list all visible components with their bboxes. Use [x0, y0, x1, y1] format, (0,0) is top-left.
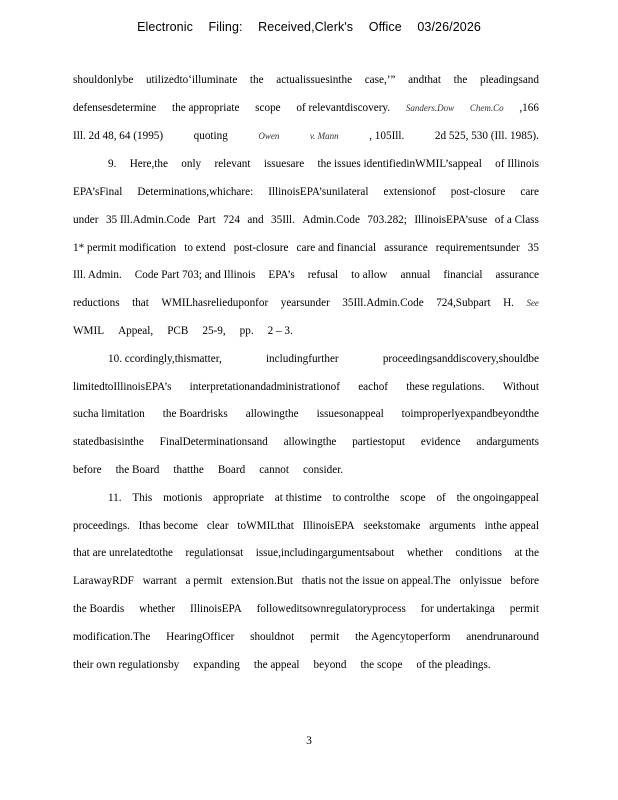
text-segment: 25-9,	[202, 325, 226, 337]
text-segment: 35 Ill.Admin.Code	[105, 214, 191, 226]
page-number: 3	[306, 735, 312, 747]
text-segment: that	[132, 297, 149, 309]
text-segment: proceedingsanddiscovery,shouldbe	[382, 353, 539, 365]
text-line	[73, 630, 539, 644]
text-segment: Ill. Admin.	[73, 269, 122, 281]
text-segment: toimproperlyexpandbeyondthe	[401, 408, 539, 420]
text-segment: 2d 525, 530 (Ill. 1985).	[434, 130, 539, 142]
text-segment: Ithas become	[138, 520, 199, 532]
text-segment: 2 – 3.	[267, 325, 293, 337]
text-segment: Without	[502, 381, 539, 393]
text-segment: scope	[255, 102, 281, 114]
text-segment: refusal	[307, 269, 339, 281]
text-segment: 9.	[108, 158, 117, 170]
text-segment: issuesonappeal	[316, 408, 384, 420]
text-segment: 35Ill.Admin.Code	[342, 297, 424, 309]
text-segment: thatis not the issue on appeal.The	[301, 575, 451, 587]
text-segment: Board	[217, 464, 246, 476]
text-segment: yearsunder	[280, 297, 330, 309]
text-segment: beyond	[313, 659, 347, 671]
text-segment: the scope	[360, 659, 403, 671]
text-segment: and	[247, 214, 264, 226]
text-segment: proceedings.	[73, 520, 130, 532]
text-line	[73, 324, 539, 338]
text-segment: annual	[400, 269, 431, 281]
text-segment: quoting	[193, 130, 228, 142]
text-segment: a permit	[185, 575, 223, 587]
text-segment: FinalDeterminationsand	[159, 436, 268, 448]
text-segment: Code Part 703; and Illinois	[134, 269, 256, 281]
text-segment: assurance	[384, 242, 428, 254]
text-line	[73, 435, 539, 449]
text-line	[73, 546, 539, 560]
text-segment: the Boardis	[73, 603, 125, 615]
text-segment: issue,includingargumentsabout	[255, 547, 395, 559]
text-segment: 35	[527, 242, 539, 254]
text-segment: financial	[443, 269, 483, 281]
text-line	[108, 157, 539, 171]
text-segment: PCB	[167, 325, 189, 337]
text-segment: modification.The	[73, 631, 151, 643]
text-segment: whether	[406, 547, 443, 559]
text-segment: andthat	[408, 74, 442, 86]
text-segment: See	[526, 298, 539, 308]
header-received: Received,Clerk's	[258, 20, 354, 34]
text-segment: extensionof	[383, 186, 436, 198]
text-segment: partiestoput	[352, 436, 406, 448]
text-segment: arguments	[429, 520, 476, 532]
text-line	[73, 602, 539, 616]
text-segment: appropriate	[213, 492, 264, 504]
text-line	[73, 73, 539, 87]
text-segment: to allow	[351, 269, 388, 281]
text-segment: 724,Subpart	[436, 297, 491, 309]
text-segment: 35Ill.	[271, 214, 295, 226]
text-segment: the Board	[115, 464, 160, 476]
text-segment: of the pleadings.	[416, 659, 491, 671]
text-segment: sucha limitation	[73, 408, 145, 420]
text-segment: their own regulationsby	[73, 659, 180, 671]
text-segment: permit	[310, 631, 340, 643]
text-segment: IllinoisEPA’sunilateral	[268, 186, 369, 198]
text-segment: Chem.Co	[469, 103, 504, 113]
text-segment: requirementsunder	[435, 242, 520, 254]
text-segment: reductions	[73, 297, 120, 309]
text-line	[108, 352, 539, 366]
text-line	[73, 213, 539, 227]
text-segment: 703.282;	[367, 214, 407, 226]
text-segment: allowingthe	[245, 408, 299, 420]
text-segment: to controlthe	[332, 492, 390, 504]
text-segment: IllinoisEPA	[302, 520, 355, 532]
text-segment: regulationsat	[185, 547, 244, 559]
text-segment: eachof	[358, 381, 389, 393]
text-segment: of Illinois	[495, 158, 539, 170]
text-segment: H.	[503, 297, 514, 309]
text-segment: toWMILthat	[237, 520, 294, 532]
text-segment: for undertakinga	[420, 603, 495, 615]
text-segment: EPA’s	[268, 269, 295, 281]
text-line	[73, 407, 539, 421]
text-segment: of	[436, 492, 446, 504]
text-segment: pp.	[239, 325, 254, 337]
text-segment: utilizedto‘illuminate	[145, 74, 238, 86]
text-segment: IllinoisEPA’suse	[414, 214, 488, 226]
text-line	[73, 519, 539, 533]
text-segment: v. Mann	[309, 131, 339, 141]
text-segment: consider.	[303, 464, 344, 476]
text-segment: post-closure	[233, 242, 289, 254]
text-line	[73, 268, 539, 282]
text-segment: Admin.Code	[302, 214, 360, 226]
text-segment: shouldonlybe	[73, 74, 134, 86]
text-segment: before	[73, 464, 102, 476]
text-segment: limitedtoIllinoisEPA’s	[73, 381, 172, 393]
text-segment: the	[249, 74, 264, 86]
text-segment: under	[73, 214, 99, 226]
text-segment: Here,the	[129, 158, 168, 170]
text-segment: the	[453, 74, 468, 86]
text-segment: at the	[514, 547, 539, 559]
text-segment: warrant	[142, 575, 177, 587]
text-segment: WMILhasrelieduponfor	[161, 297, 269, 309]
text-segment: the issues identifiedinWMIL’sappeal	[317, 158, 482, 170]
text-segment: andarguments	[476, 436, 539, 448]
text-segment: 1* permit modification	[73, 242, 177, 254]
text-segment: before	[510, 575, 539, 587]
text-segment: Sanders.Dow	[405, 103, 455, 113]
text-line	[73, 185, 539, 199]
text-segment: Ill. 2d 48, 64 (1995)	[73, 130, 164, 142]
text-segment: care and financial	[296, 242, 377, 254]
text-segment: thatthe	[173, 464, 204, 476]
text-segment: motionis	[163, 492, 203, 504]
text-segment: Appeal,	[118, 325, 154, 337]
text-segment: allowingthe	[283, 436, 337, 448]
text-segment: the appropriate	[172, 102, 240, 114]
text-segment: actualissuesinthe	[276, 74, 353, 86]
text-segment: scope	[400, 492, 426, 504]
text-line	[73, 658, 539, 672]
text-line	[73, 129, 539, 143]
filing-header	[0, 20, 618, 34]
text-segment: post-closure	[450, 186, 506, 198]
text-segment: EPA’sFinal	[73, 186, 123, 198]
text-segment: , 105Ill.	[369, 130, 405, 142]
text-segment: permit	[509, 603, 539, 615]
text-segment: LarawayRDF	[73, 575, 134, 587]
text-line	[73, 101, 539, 115]
text-segment: the Boardrisks	[162, 408, 228, 420]
text-segment: the appeal	[253, 659, 300, 671]
text-line	[73, 463, 539, 477]
text-segment: whether	[139, 603, 176, 615]
text-segment: care	[520, 186, 539, 198]
text-segment: 724	[223, 214, 240, 226]
text-segment: to extend	[184, 242, 226, 254]
text-segment: WMIL	[73, 325, 105, 337]
header-filing: Filing:	[208, 20, 243, 34]
text-segment: includingfurther	[265, 353, 339, 365]
text-segment: Determinations,whichare:	[137, 186, 254, 198]
header-date: 03/26/2026	[417, 20, 481, 34]
text-segment: expanding	[193, 659, 240, 671]
text-segment: anendrunaround	[466, 631, 539, 643]
text-segment: ,166	[519, 102, 539, 114]
text-segment: IllinoisEPA	[190, 603, 242, 615]
text-segment: HearingOfficer	[166, 631, 235, 643]
text-segment: onlyissue	[459, 575, 502, 587]
text-segment: defensesdetermine	[73, 102, 157, 114]
text-line	[73, 296, 539, 310]
text-segment: of a Class	[494, 214, 539, 226]
text-line	[73, 241, 539, 255]
text-segment: the Agencytoperform	[355, 631, 451, 643]
header-office: Office	[368, 20, 402, 34]
text-segment: 11.	[108, 492, 122, 504]
text-segment: pleadingsand	[479, 74, 539, 86]
text-segment: conditions	[455, 547, 502, 559]
text-segment: issuesare	[263, 158, 305, 170]
text-line	[73, 574, 539, 588]
text-segment: extension.But	[231, 575, 293, 587]
text-segment: case,’”	[364, 74, 396, 86]
text-segment: evidence	[420, 436, 461, 448]
text-segment: cannot	[259, 464, 290, 476]
text-segment: Part	[197, 214, 216, 226]
text-line	[108, 491, 539, 505]
text-segment: This	[132, 492, 153, 504]
text-segment: seekstomake	[363, 520, 421, 532]
text-segment: at thistime	[274, 492, 322, 504]
text-segment: clear	[206, 520, 229, 532]
text-line	[73, 380, 539, 394]
text-segment: interpretationandadministrationof	[189, 381, 341, 393]
text-segment: relevant	[214, 158, 251, 170]
text-segment: that are unrelatedtothe	[73, 547, 174, 559]
text-segment: of relevantdiscovery.	[296, 102, 391, 114]
header-electronic: Electronic	[137, 20, 193, 34]
text-segment: statedbasisinthe	[73, 436, 144, 448]
text-segment: these regulations.	[406, 381, 485, 393]
text-segment: 10. ccordingly,thismatter,	[108, 353, 222, 365]
text-segment: Owen	[258, 131, 280, 141]
text-segment: only	[181, 158, 202, 170]
text-segment: assurance	[495, 269, 539, 281]
text-segment: followeditsownregulatoryprocess	[256, 603, 406, 615]
text-segment: shouldnot	[250, 631, 295, 643]
text-segment: the ongoingappeal	[456, 492, 539, 504]
text-segment: inthe appeal	[484, 520, 539, 532]
